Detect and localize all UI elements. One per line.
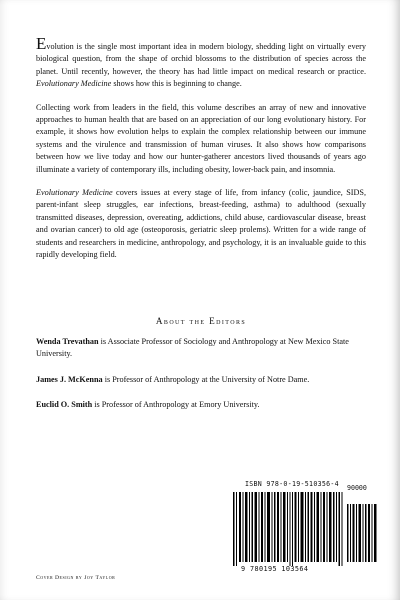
drop-cap: E bbox=[36, 34, 47, 53]
editors-heading: About the Editors bbox=[155, 316, 247, 326]
barcode-digits: 9 780195 103564 bbox=[241, 565, 309, 573]
editor-name: Wenda Trevathan bbox=[36, 337, 99, 346]
editor-name: Euclid O. Smith bbox=[36, 400, 93, 410]
paragraph-1-text: volution is the single most important idea in modern biology, shedding light on virtually every biological question, from the shape of orchid blossoms to the distribution of species across the planet. Until recently, however, the theory has had little impact on medical research or practice. bbox=[36, 42, 366, 76]
editor-bio: is Professor of Anthropology at Emory University. bbox=[92, 400, 260, 410]
barcode-icon bbox=[233, 492, 381, 566]
editor-entry bbox=[36, 399, 366, 411]
editor-bio: is Professor of Anthropology at the University of Notre Dame. bbox=[102, 374, 310, 384]
book-title-italic: Evolutionary Medicine bbox=[36, 188, 113, 198]
paragraph-3 bbox=[36, 187, 366, 261]
editor-entry bbox=[36, 336, 366, 361]
paragraph-2-text: Collecting work from leaders in the field, this volume describes an array of new and innovative approaches to human health that are based on an appreciation of our long evolutionary history. For example, it shows how evolution helps to explain the complex relationship between our immune systems and the virulence and transmission of human viruses. It also shows how comparisons between how we live today and how our hunter-gatherer ancestors lived thousands of years ago illuminate a variety of contemporary ills, including obesity, lower-back pain, and insomnia. bbox=[36, 102, 366, 174]
cover-design-credit: Cover Design by Joy Taylor bbox=[36, 575, 116, 581]
isbn-label: ISBN 978-0-19-510356-4 bbox=[245, 480, 339, 488]
paragraph-2 bbox=[36, 102, 366, 176]
paragraph-1 bbox=[36, 34, 366, 91]
book-title-italic: Evolutionary Medicine bbox=[36, 79, 112, 89]
editor-bio: is Associate Professor of Sociology and Anthropology at New Mexico State University. bbox=[36, 337, 349, 359]
editor-name: James J. McKenna bbox=[36, 374, 103, 384]
paragraph-1-text-end: shows how this is beginning to change. bbox=[111, 79, 242, 89]
description-text bbox=[36, 34, 367, 273]
price-code: 90000 bbox=[347, 484, 367, 492]
editors-list bbox=[36, 336, 366, 425]
editor-entry bbox=[36, 374, 366, 386]
barcode-block bbox=[233, 480, 381, 588]
paragraph-3-text: covers issues at every stage of life, from infancy (colic, jaundice, SIDS, parent-infant sleep struggles, ear infections, breast-feeding, asthma) to adulthood (sexually transmitted diseases, depression, overeating, addictions, child abuse, cardiovascular disease, breast and ovarian cancer) to old age (osteoporosis, geriatric sleep prolems). Written for a wide range of students and researchers in medicine, anthropology, and psychology, it is an invaluable guide to this rapidly developing field. bbox=[36, 188, 367, 260]
